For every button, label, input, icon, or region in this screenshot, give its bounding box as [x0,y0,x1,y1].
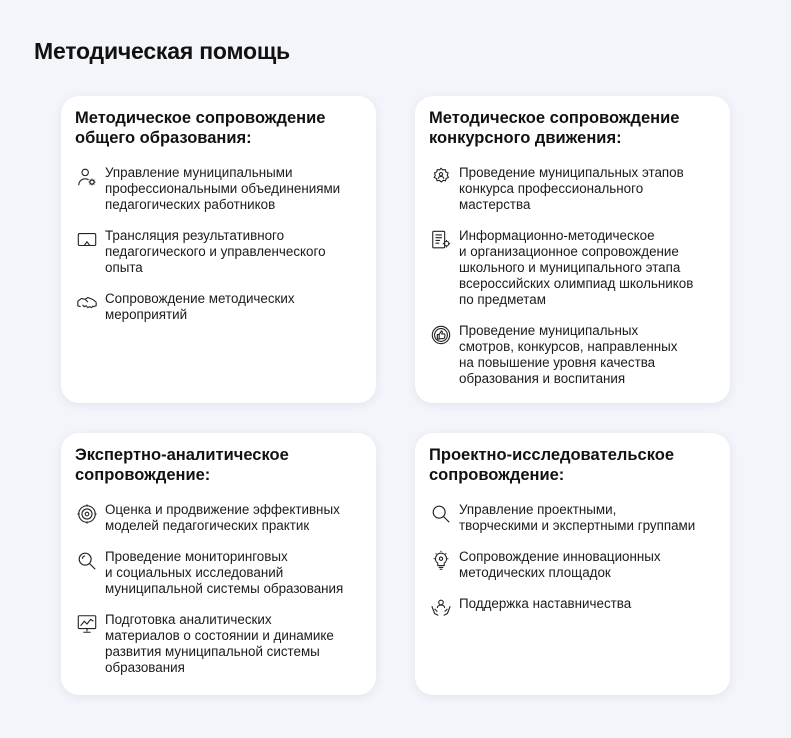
list-item[interactable] [75,291,362,323]
list-item[interactable] [75,165,362,213]
item-text: Сопровождение инновационных методических площадок [459,549,661,580]
card-general-education [61,96,376,403]
card-title: Методическое сопровождение общего образования: [75,109,326,147]
item-text: Проведение муниципальных этапов конкурса профессионального мастерства [459,165,684,212]
item-text: Трансляция результативного педагогического и управленческого опыта [105,228,326,275]
handshake-icon [75,291,99,315]
user-gear-icon [75,165,99,189]
card-title: Методическое сопровождение конкурсного движения: [429,109,680,147]
list-item[interactable] [429,596,716,620]
card-competitions [415,96,730,403]
card-title: Экспертно-аналитическое сопровождение: [75,446,289,484]
item-text: Управление проектными, творческими и экспертными группами [459,502,696,533]
list-item[interactable] [429,323,716,387]
award-gear-icon [429,165,453,189]
item-text: Проведение мониторинговых и социальных исследований муниципальной системы образования [105,549,344,596]
target-gear-icon [75,502,99,526]
card-project-research [415,433,730,695]
card-expert-analytics [61,433,376,695]
item-text: Управление муниципальными профессиональными объединениями педагогических работников [105,165,341,212]
item-text: Подготовка аналитических материалов о состоянии и динамике развития муниципальной системы образования [105,612,334,675]
item-text: Сопровождение методических мероприятий [105,291,295,322]
card-title: Проектно-исследовательское сопровождение: [429,446,675,484]
list-item[interactable] [429,165,716,213]
list-item[interactable] [429,228,716,308]
checklist-gear-icon [429,228,453,252]
page-title: Методическая помощь [34,38,290,64]
item-text: Поддержка наставничества [459,596,632,611]
list-item[interactable] [75,228,362,276]
list-item[interactable] [429,502,716,534]
list-item[interactable] [75,502,362,534]
item-text: Проведение муниципальных смотров, конкурсов, направленных на повышение уровня качества образования и воспитания [459,323,678,386]
thumbs-up-icon [429,323,453,347]
screen-share-icon [75,228,99,252]
list-item[interactable] [75,612,362,676]
chart-board-icon [75,612,99,636]
item-text: Информационно-методическое и организационное сопровождение школьного и муниципального этапа всероссийских олимпиад школьников по предметам [459,228,694,307]
magnifier-icon [75,549,99,573]
list-item[interactable] [429,549,716,581]
search-icon [429,502,453,526]
item-text: Оценка и продвижение эффективных моделей педагогических практик [105,502,340,533]
mentor-hands-icon [429,596,453,620]
lightbulb-gear-icon [429,549,453,573]
list-item[interactable] [75,549,362,597]
